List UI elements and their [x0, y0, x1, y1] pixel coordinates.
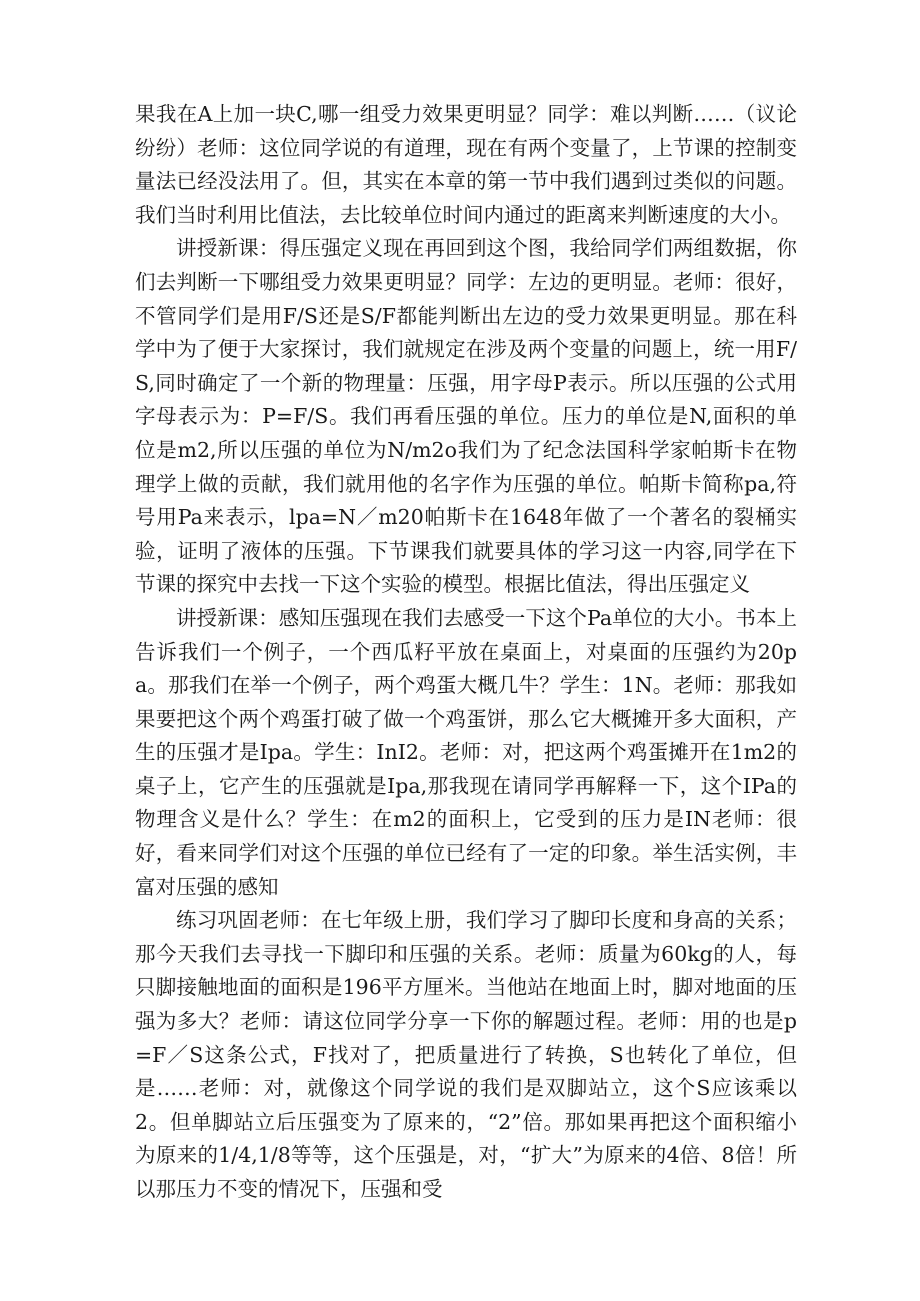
paragraph-3: 讲授新课：感知压强现在我们去感受一下这个Pa单位的大小。书本上告诉我们一个例子，一个西瓜籽平放在桌面上，对桌面的压强约为20pa。那我们在举一个例子，两个鸡蛋大概几牛？学生：1N。老师：那我如果要把这个两个鸡蛋打破了做一个鸡蛋饼，那么它大概摊开多大面积，产生的压强才是Ipa。学生：InI2。老师：对，把这两个鸡蛋摊开在1m2的桌子上，它产生的压强就是Ipa,那我现在请同学再解释一下，这个IPa的物理含义是什么？学生：在m2的面积上，它受到的压力是IN老师：很好，看来同学们对这个压强的单位已经有了一定的印象。举生活实例，丰富对压强的感知	[135, 605, 797, 899]
paragraph-2: 讲授新课：得压强定义现在再回到这个图，我给同学们两组数据，你们去判断一下哪组受力效果更明显？同学：左边的更明显。老师：很好，不管同学们是用F/S还是S/F都能判断出左边的受力效果更明显。那在科学中为了便于大家探讨，我们就规定在涉及两个变量的问题上，统一用F/S,同时确定了一个新的物理量：压强，用字母P表示。所以压强的公式用字母表示为：P=F/S。我们再看压强的单位。压力的单位是N,面积的单位是m2,所以压强的单位为N/m2o我们为了纪念法国科学家帕斯卡在物理学上做的贡献，我们就用他的名字作为压强的单位。帕斯卡简称pa,符号用Pa来表示，lpa=N／m20帕斯卡在1648年做了一个著名的裂桶实验，证明了液体的压强。下节课我们就要具体的学习这一内容,同学在下节课的探究中去找一下这个实验的模型。根据比值法，得出压强定义	[135, 236, 797, 597]
paragraph-4: 练习巩固老师：在七年级上册，我们学习了脚印长度和身高的关系；那今天我们去寻找一下脚印和压强的关系。老师：质量为60kg的人，每只脚接触地面的面积是196平方厘米。当他站在地面上时，脚对地面的压强为多大？老师：请这位同学分享一下你的解题过程。老师：用的也是p=F／S这条公式，F找对了，把质量进行了转换，S也转化了单位，但是……老师：对，就像这个同学说的我们是双脚站立，这个S应该乘以2。但单脚站立后压强变为了原来的，“2”倍。那如果再把这个面积缩小为原来的1/4,1/8等等，这个压强是，对，“扩大”为原来的4倍、8倍！所以那压力不变的情况下，压强和受	[135, 908, 797, 1201]
document-page	[135, 98, 797, 1207]
paragraph-1: 果我在A上加一块C,哪一组受力效果更明显？同学：难以判断……（议论纷纷）老师：这位同学说的有道理，现在有两个变量了，上节课的控制变量法已经没法用了。但，其实在本章的第一节中我们遇到过类似的问题。我们当时利用比值法，去比较单位时间内通过的距离来判断速度的大小。	[135, 102, 797, 227]
